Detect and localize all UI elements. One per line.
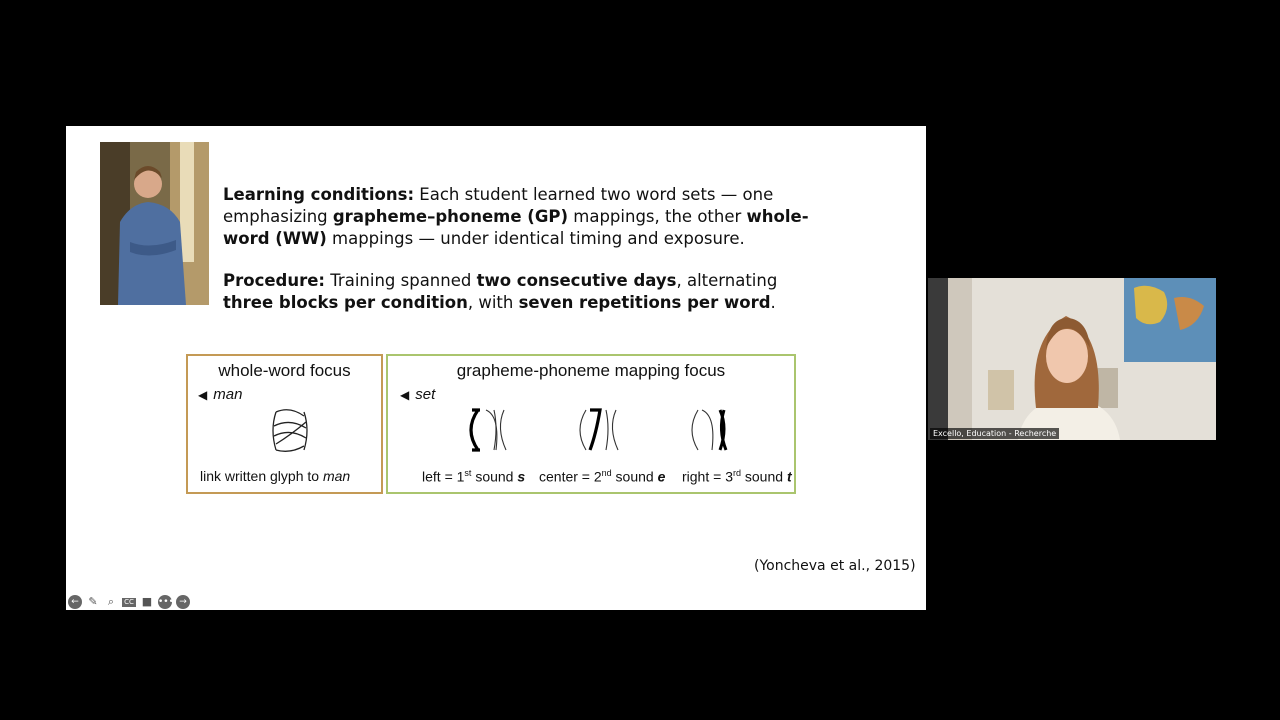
whole-word-title: whole-word focus <box>218 361 351 380</box>
grapheme-phoneme-panel <box>386 354 796 494</box>
gp-caption-center: center = 2nd sound e <box>539 468 666 485</box>
gp-caption-left: left = 1st sound s <box>422 468 526 485</box>
participant-video-feed <box>928 278 1216 440</box>
grapheme-glyph-left <box>460 406 510 454</box>
presenter-photo <box>100 142 209 305</box>
grapheme-phoneme-title: grapheme-phoneme mapping focus <box>456 361 726 380</box>
slide-toolbar <box>68 594 190 610</box>
grapheme-phoneme-example: ◀ set <box>400 386 436 403</box>
slide-body-text <box>223 184 823 334</box>
speaker-icon: ◀ <box>198 388 208 402</box>
participant-video[interactable] <box>928 278 1216 440</box>
search-icon[interactable]: ⌕ <box>107 595 115 608</box>
more-icon[interactable]: ••• <box>158 597 174 607</box>
participant-name-label: Excello, Education - Recherche <box>930 428 1059 439</box>
captions-icon[interactable]: CC <box>122 598 136 607</box>
speaker-icon: ◀ <box>400 388 410 402</box>
pencil-icon[interactable]: ✎ <box>88 595 98 608</box>
back-arrow-icon[interactable]: ← <box>68 595 82 609</box>
whole-word-glyph <box>266 408 314 454</box>
forward-arrow-icon[interactable]: → <box>176 595 190 609</box>
whole-word-caption: link written glyph to man <box>200 468 351 484</box>
citation: (Yoncheva et al., 2015) <box>754 558 916 574</box>
presentation-slide <box>66 126 926 610</box>
grapheme-glyph-center <box>572 406 622 454</box>
video-icon[interactable]: ■ <box>141 595 153 608</box>
whole-word-example: ◀ man <box>198 386 243 403</box>
gp-caption-right: right = 3rd sound t <box>682 468 792 485</box>
whole-word-panel <box>186 354 383 494</box>
learning-conditions-paragraph: Learning conditions: Each student learned two word sets — one emphasizing grapheme–phoneme (GP) mappings, the other whole-word (WW) mappings — under identical timing and exposure. <box>223 185 809 248</box>
procedure-paragraph: Procedure: Training spanned two consecutive days, alternating three blocks per condition, with seven repetitions per word. <box>223 271 778 312</box>
grapheme-glyph-right <box>684 406 734 454</box>
